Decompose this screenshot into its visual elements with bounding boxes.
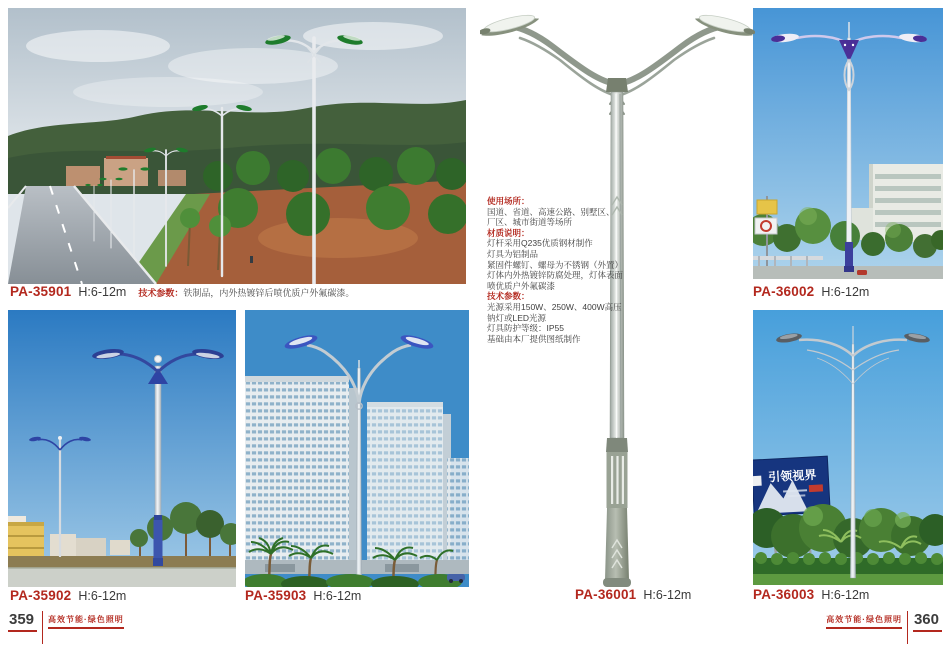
product-height: H:6-12m <box>821 588 870 602</box>
footer-slogan-left: 高效节能·绿色照明 <box>48 615 124 629</box>
page-number-right: 360 <box>913 611 942 632</box>
product-label-pa36003 <box>753 588 869 602</box>
product-label-pa36002 <box>753 285 869 299</box>
product-height: H:6-12m <box>821 285 870 299</box>
photo-pa35902 <box>8 310 236 587</box>
billboard-text: 引领视界 <box>767 467 817 485</box>
product-description <box>487 196 637 344</box>
page-number-left: 359 <box>8 611 37 632</box>
desc-line: 灯体内外热镀锌防腐处理，灯体表面 <box>487 270 624 281</box>
footer-left <box>8 611 124 644</box>
product-label-pa35902 <box>10 589 126 603</box>
photo-pa36002 <box>753 8 943 279</box>
streetlamp-illustration <box>753 8 943 279</box>
street-scene-illustration <box>8 8 466 284</box>
product-label-pa35901 <box>10 285 354 300</box>
desc-heading: 材质说明： <box>487 227 530 238</box>
product-height: H:6-12m <box>78 589 127 603</box>
road <box>8 568 236 587</box>
desc-line: 光源采用150W、250W、400W高压 <box>487 301 622 312</box>
streetlamp-illustration <box>8 310 236 587</box>
desc-line: 紧固件螺钉、螺母为不锈钢（外置） <box>487 259 624 270</box>
desc-heading: 使用场所： <box>487 196 530 206</box>
product-code: PA-36002 <box>753 284 815 299</box>
city-streetlamp-illustration <box>245 310 469 587</box>
footer-divider <box>42 611 43 644</box>
desc-line: 灯具为铝制品 <box>487 248 539 259</box>
product-height: H:6-12m <box>643 588 692 602</box>
footer-slogan-right: 高效节能·绿色照明 <box>826 615 902 629</box>
photo-pa36003 <box>753 310 943 585</box>
footer-right <box>826 611 942 644</box>
desc-line: 灯杆采用Q235优质钢材制作 <box>487 238 593 249</box>
streetlamp-illustration <box>753 310 943 585</box>
desc-line: 基础由本厂提供图纸制作 <box>487 333 581 344</box>
bushes <box>245 574 462 587</box>
desc-line: 钠灯或LED光源 <box>487 312 547 323</box>
product-code: PA-36003 <box>753 587 815 602</box>
product-height: H:6-12m <box>78 285 127 299</box>
photo-pa35901 <box>8 8 466 284</box>
desc-line: 灯具防护等级：IP55 <box>487 323 564 334</box>
photo-pa35903 <box>245 310 469 587</box>
product-code: PA-36001 <box>575 587 637 602</box>
desc-line: 喷优质户外氟碳漆 <box>487 280 556 291</box>
desc-line: 厂区、城市街道等场所 <box>487 217 573 228</box>
desc-heading: 技术参数： <box>487 291 530 302</box>
product-label-pa35903 <box>245 589 361 603</box>
product-code: PA-35902 <box>10 588 72 603</box>
product-note: 技术参数：铁制品，内外热镀锌后喷优质户外氟碳漆。 <box>138 288 355 298</box>
product-code: PA-35903 <box>245 588 307 603</box>
product-height: H:6-12m <box>313 589 362 603</box>
product-code: PA-35901 <box>10 284 72 299</box>
desc-line: 国道、省道、高速公路、别墅区、 <box>487 206 615 217</box>
footer-divider <box>907 611 908 644</box>
